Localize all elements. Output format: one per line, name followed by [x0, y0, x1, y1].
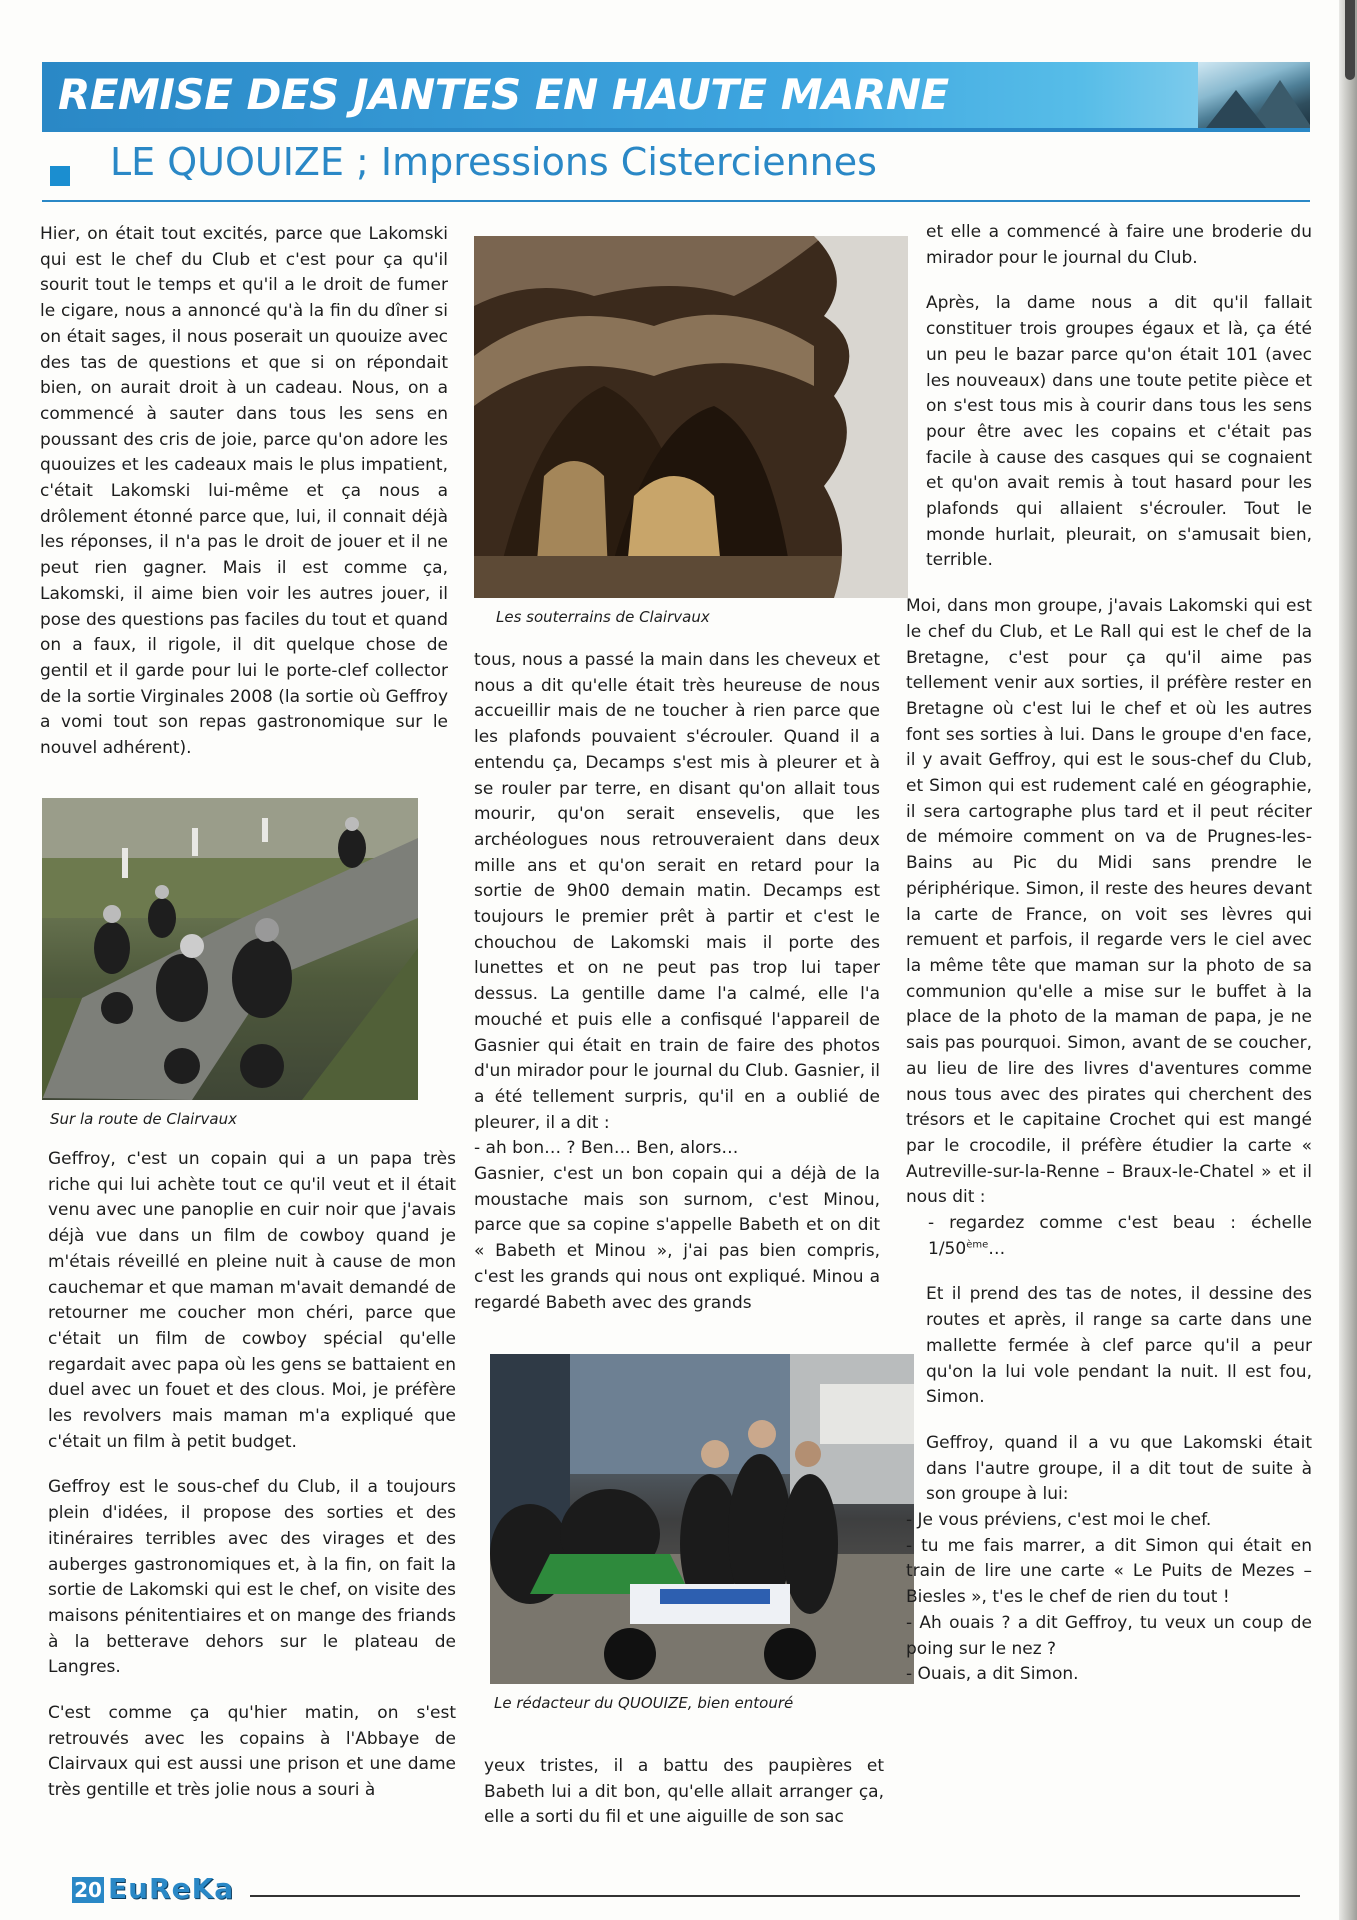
vault-photo	[474, 236, 908, 598]
road-photo	[42, 798, 418, 1100]
paragraph: Moi, dans mon groupe, j'avais Lakomski qui est le chef du Club, et Le Rall qui est le chef de la Bretagne, c'est pour ça qu'il aime pas tellement venir aux sorties, il préfère rester en Bretagne où c'est lui le chef et où les autres font ses sorties à lui. Dans le groupe d'en face, il y avait Geffroy, qui est le sous-chef du Club, et Simon qui est rudement calé en géographie, il sera cartographe plus tard et il peut réciter de mémoire comment on va de Prugnes-les-Bains au Pic du Midi sans prendre le périphérique. Simon, il reste des heures devant la carte de France, on voit ses lèvres qui remuent et parfois, il regarde vers le ciel avec la même tête que maman sur la photo de sa communion qu'elle a mise sur le buffet à la place de la photo de la maman de papa, je ne sais pas pourquoi. Simon, avant de se coucher, au lieu de lire des livres d'aventures comme nous tous avec des pirates qui cherchent des trésors et le capitaine Crochet qui est mangé par le crocodile, il préfère étudier la carte « Autreville-sur-la-Renne – Braux-le-Chatel » et il nous dit :	[906, 596, 1312, 1208]
paragraph: Geffroy est le sous-chef du Club, il a toujours plein d'idées, il propose des sorties et des itinéraires terribles avec des virages et des auberges gastronomiques et, à la fin, on fait la sortie de Lakomski qui est le chef, on visite des maisons pénitentiaires et on mange des friands à la betterave dehors sur le plateau de Langres.	[48, 1477, 456, 1678]
article-column-2-bottom	[484, 1754, 884, 1831]
ellipsis: …	[988, 1238, 1006, 1259]
subtitle-bullet-square	[50, 166, 70, 186]
banner-mountain-image	[1198, 62, 1310, 128]
dialogue-line: - tu me fais marrer, a dit Simon qui était en train de lire une carte « Le Puits de Mezes – Biesles », t'es le chef de rien du tout !	[906, 1535, 1312, 1608]
magazine-logo: EuReKa	[108, 1872, 235, 1905]
article-column-1-bottom	[48, 1147, 456, 1804]
group-photo	[490, 1354, 914, 1684]
banner-rule	[42, 128, 1310, 132]
article-column-1-top	[40, 222, 448, 762]
banner-title: REMISE DES JANTES EN HAUTE MARNE	[58, 70, 949, 119]
paragraph: C'est comme ça qu'hier matin, on s'est retrouvés avec les copains à l'Abbaye de Clairvaux qui est aussi une prison et une dame très gentille et très jolie nous a souri à	[48, 1703, 456, 1801]
group-photo-caption: Le rédacteur du QUOUIZE, bien entouré	[494, 1694, 794, 1712]
group-photo-illustration	[490, 1354, 914, 1684]
road-photo-illustration	[42, 798, 418, 1100]
paragraph: yeux tristes, il a battu des paupières et Babeth lui a dit bon, qu'elle allait arranger ça, elle a sorti du fil et une aiguille de son sac	[484, 1756, 884, 1828]
dialogue-line: - Ouais, a dit Simon.	[906, 1664, 1079, 1685]
paragraph: Geffroy, quand il a vu que Lakomski était dans l'autre groupe, il a dit tout de suite à son groupe à lui:	[926, 1432, 1312, 1505]
header-banner	[42, 62, 1310, 128]
footer-rule	[250, 1895, 1300, 1897]
binder-clip	[1345, 0, 1355, 80]
dialogue-line	[906, 1211, 1312, 1262]
paragraph: Gasnier, c'est un bon copain qui a déjà de la moustache mais son surnom, c'est Minou, parce que sa copine s'appelle Babeth et on dit « Babeth et Minou », j'ai pas bien compris, c'est les grands qui nous ont expliqué. Minou a regardé Babeth avec des grands	[474, 1164, 880, 1313]
paragraph: Et il prend des tas de notes, il dessine des routes et après, il range sa carte dans une mallette fermée à clef parce qu'il a peur qu'on la lui vole pendant la nuit. Il est fou, Simon.	[926, 1284, 1312, 1408]
dialogue-text: - regardez comme c'est beau : échelle 1/50	[928, 1213, 1312, 1259]
vault-photo-caption: Les souterrains de Clairvaux	[496, 608, 710, 626]
article-column-3	[906, 220, 1312, 1688]
article-subtitle: LE QUOUIZE ; Impressions Cisterciennes	[110, 140, 877, 184]
vault-photo-illustration	[474, 236, 908, 598]
page-number: 20	[72, 1877, 104, 1903]
dialogue-line: - ah bon… ? Ben… Ben, alors…	[474, 1138, 739, 1159]
dialogue-line: - Ah ouais ? a dit Geffroy, tu veux un coup de poing sur le nez ?	[906, 1612, 1312, 1659]
subtitle-rule	[42, 200, 1310, 202]
paragraph: Après, la dame nous a dit qu'il fallait constituer trois groupes égaux et là, ça été un peu le bazar parce qu'on était 101 (avec les nouveaux) dans une toute petite pièce et on s'est tous mis à courir dans tous les sens pour être avec les copains et c'était pas facile à cause des casques qui se cognaient et qu'on avait remis à tout hasard pour les plafonds qui allaient s'écrouler. Tout le monde hurlait, pleurait, on s'amusait bien, terrible.	[926, 293, 1312, 571]
paragraph: et elle a commencé à faire une broderie du mirador pour le journal du Club.	[926, 222, 1312, 268]
paragraph: Geffroy, c'est un copain qui a un papa très riche qui lui achète tout ce qu'il veut et il était venu avec une panoplie en cuir noir que j'avais déjà vue dans un film de cowboy quand je m'étais réveillé en pleine nuit à cause de mon cauchemar et que maman m'avait demandé de retourner me coucher mon chéri, parce que c'était un film de cowboy spécial qu'elle regardait avec papa où les gens se battaient en duel avec un fouet et des clous. Moi, je préfère les revolvers mais maman m'a expliqué que c'était un film à petit budget.	[48, 1149, 456, 1452]
page-edge-shadow	[1339, 0, 1357, 1920]
paragraph: Hier, on était tout excités, parce que Lakomski qui est le chef du Club et c'est pour ça qu'il sourit tout le temps et qu'il a le droit de fumer le cigare, nous a annoncé qu'à la fin du dîner si on était sages, il nous poserait un quouize avec des tas de questions et que si on répondait bien, on aurait droit à un cadeau. Nous, on a commencé à sauter dans tous les sens en poussant des cris de joie, parce qu'on adore les quouizes et les cadeaux mais le plus impatient, c'était Lakomski lui-même et ça nous a drôlement étonné parce que, lui, il connait déjà les réponses, il n'a pas le droit de jouer et il ne peut rien gagner. Mais il est comme ça, Lakomski, il aime bien voir les autres jouer, il pose des questions pas faciles du tout et quand on a faux, il rigole, il dit quelque chose de gentil et il garde pour lui le porte-clef collector de la sortie Virginales 2008 (la sortie où Geffroy a vomi tout son repas gastronomique sur le nouvel adhérent).	[40, 224, 448, 759]
dialogue-line: - Je vous préviens, c'est moi le chef.	[906, 1510, 1212, 1531]
superscript-eme: ème	[966, 1239, 989, 1251]
article-column-2-top	[474, 648, 880, 1316]
paragraph: tous, nous a passé la main dans les cheveux et nous a dit qu'elle était très heureuse de nous accueillir mais de ne toucher à rien parce que les plafonds pouvaient s'écrouler. Quand il a entendu ça, Decamps s'est mis à pleurer et à se rouler par terre, en disant qu'on allait tous mourir, qu'on serait ensevelis, que les archéologues nous retrouveraient dans deux mille ans et qu'on serait en retard pour la sortie de 9h00 demain matin. Decamps est toujours le premier prêt à partir et c'est le chouchou de Lakomski mais il porte des lunettes et on ne peut pas trop lui taper dessus. La gentille dame l'a calmé, elle l'a mouché et puis elle a confisqué l'appareil de Gasnier qui était en train de faire des photos d'un mirador pour le journal du Club. Gasnier, il a été tellement surpris, qu'il en a oublié de pleurer, il a dit :	[474, 650, 880, 1133]
road-photo-caption: Sur la route de Clairvaux	[50, 1110, 237, 1128]
